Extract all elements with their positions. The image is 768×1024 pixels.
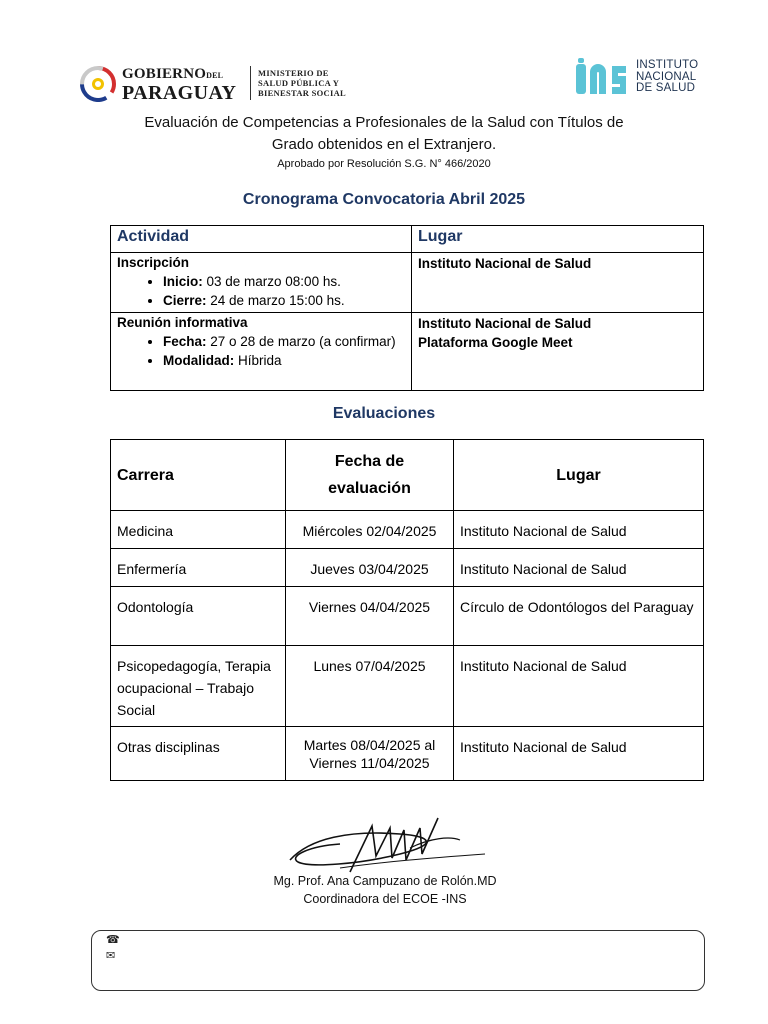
place-cell: [412, 253, 704, 313]
table-header-row: [111, 226, 704, 253]
date-cell: Viernes 04/04/2025: [286, 587, 454, 646]
activity-title: Reunión informativa: [117, 315, 248, 330]
list-item: • Fecha: 27 o 28 de marzo (a confirmar): [163, 332, 405, 351]
activity-cell: [111, 253, 412, 313]
table-row: [111, 549, 704, 587]
career-cell: Psicopedagogía, Terapia ocupacional – Trabajo Social: [111, 646, 286, 727]
table-header-row: [111, 440, 704, 511]
approval-note: Aprobado por Resolución S.G. N° 466/2020: [277, 158, 491, 170]
table-row: [111, 646, 704, 727]
career-cell: Enfermería: [111, 549, 286, 587]
gov-name: GOBIERNODEL PARAGUAY: [122, 66, 237, 104]
column-header: Carrera: [111, 440, 286, 511]
activity-cell: [111, 313, 412, 391]
document-title: Evaluación de Competencias a Profesionales de la Salud con Títulos de Grado obtenidos en el Extranjero.: [144, 114, 624, 153]
table-row: [111, 313, 704, 391]
signatory-role: Coordinadora del ECOE -INS: [303, 892, 467, 906]
career-cell: Otras disciplinas: [111, 727, 286, 781]
activity-details: [117, 272, 405, 310]
paraguay-emblem-icon: [80, 66, 116, 102]
career-cell: Odontología: [111, 587, 286, 646]
phone-icon: ☎: [106, 934, 120, 946]
mail-icon: ✉: [106, 950, 116, 962]
place-text: Instituto Nacional de Salud: [418, 256, 592, 271]
table-row: [111, 253, 704, 313]
column-header: Lugar: [454, 440, 704, 511]
list-item: • Modalidad: Híbrida: [163, 351, 405, 370]
activity-details: [117, 332, 405, 370]
table-row: [111, 511, 704, 549]
signatory-name: Mg. Prof. Ana Campuzano de Rolón.MD: [273, 874, 497, 888]
evaluations-heading: Evaluaciones: [332, 405, 436, 422]
place-cell: Instituto Nacional de Salud: [454, 727, 704, 781]
evaluations-table: [110, 439, 704, 781]
place-cell: Instituto Nacional de Salud: [454, 646, 704, 727]
column-header: Actividad: [111, 226, 412, 253]
career-cell: Medicina: [111, 511, 286, 549]
place-cell: Instituto Nacional de Salud: [454, 549, 704, 587]
contact-box: [91, 930, 705, 991]
place-text: Plataforma Google Meet: [418, 335, 573, 350]
gobierno-paraguay-logo: [80, 64, 360, 104]
list-item: • Cierre: 24 de marzo 15:00 hs.: [163, 291, 405, 310]
place-cell: [412, 313, 704, 391]
date-cell: Miércoles 02/04/2025: [286, 511, 454, 549]
ins-logo: [576, 58, 716, 98]
handwritten-signature: [280, 808, 490, 880]
ins-name: INSTITUTO NACIONAL DE SALUD: [636, 59, 699, 94]
activity-title: Inscripción: [117, 255, 190, 270]
date-cell: Martes 08/04/2025 al Viernes 11/04/2025: [286, 727, 454, 781]
logo-divider: [250, 66, 251, 100]
ins-mark-icon: [576, 58, 630, 96]
list-item: • Inicio: 03 de marzo 08:00 hs.: [163, 272, 405, 291]
schedule-heading: Cronograma Convocatoria Abril 2025: [242, 191, 526, 208]
activities-table: [110, 225, 704, 391]
place-text: Instituto Nacional de Salud: [418, 316, 592, 331]
date-cell: Lunes 07/04/2025: [286, 646, 454, 727]
ministry-name: MINISTERIO DE SALUD PÚBLICA Y BIENESTAR SOCIAL: [258, 68, 347, 98]
place-cell: Instituto Nacional de Salud: [454, 511, 704, 549]
date-cell: Jueves 03/04/2025: [286, 549, 454, 587]
place-cell: Círculo de Odontólogos del Paraguay: [454, 587, 704, 646]
column-header: Lugar: [412, 226, 704, 253]
column-header: Fecha de evaluación: [286, 440, 454, 511]
table-row: [111, 587, 704, 646]
table-row: [111, 727, 704, 781]
